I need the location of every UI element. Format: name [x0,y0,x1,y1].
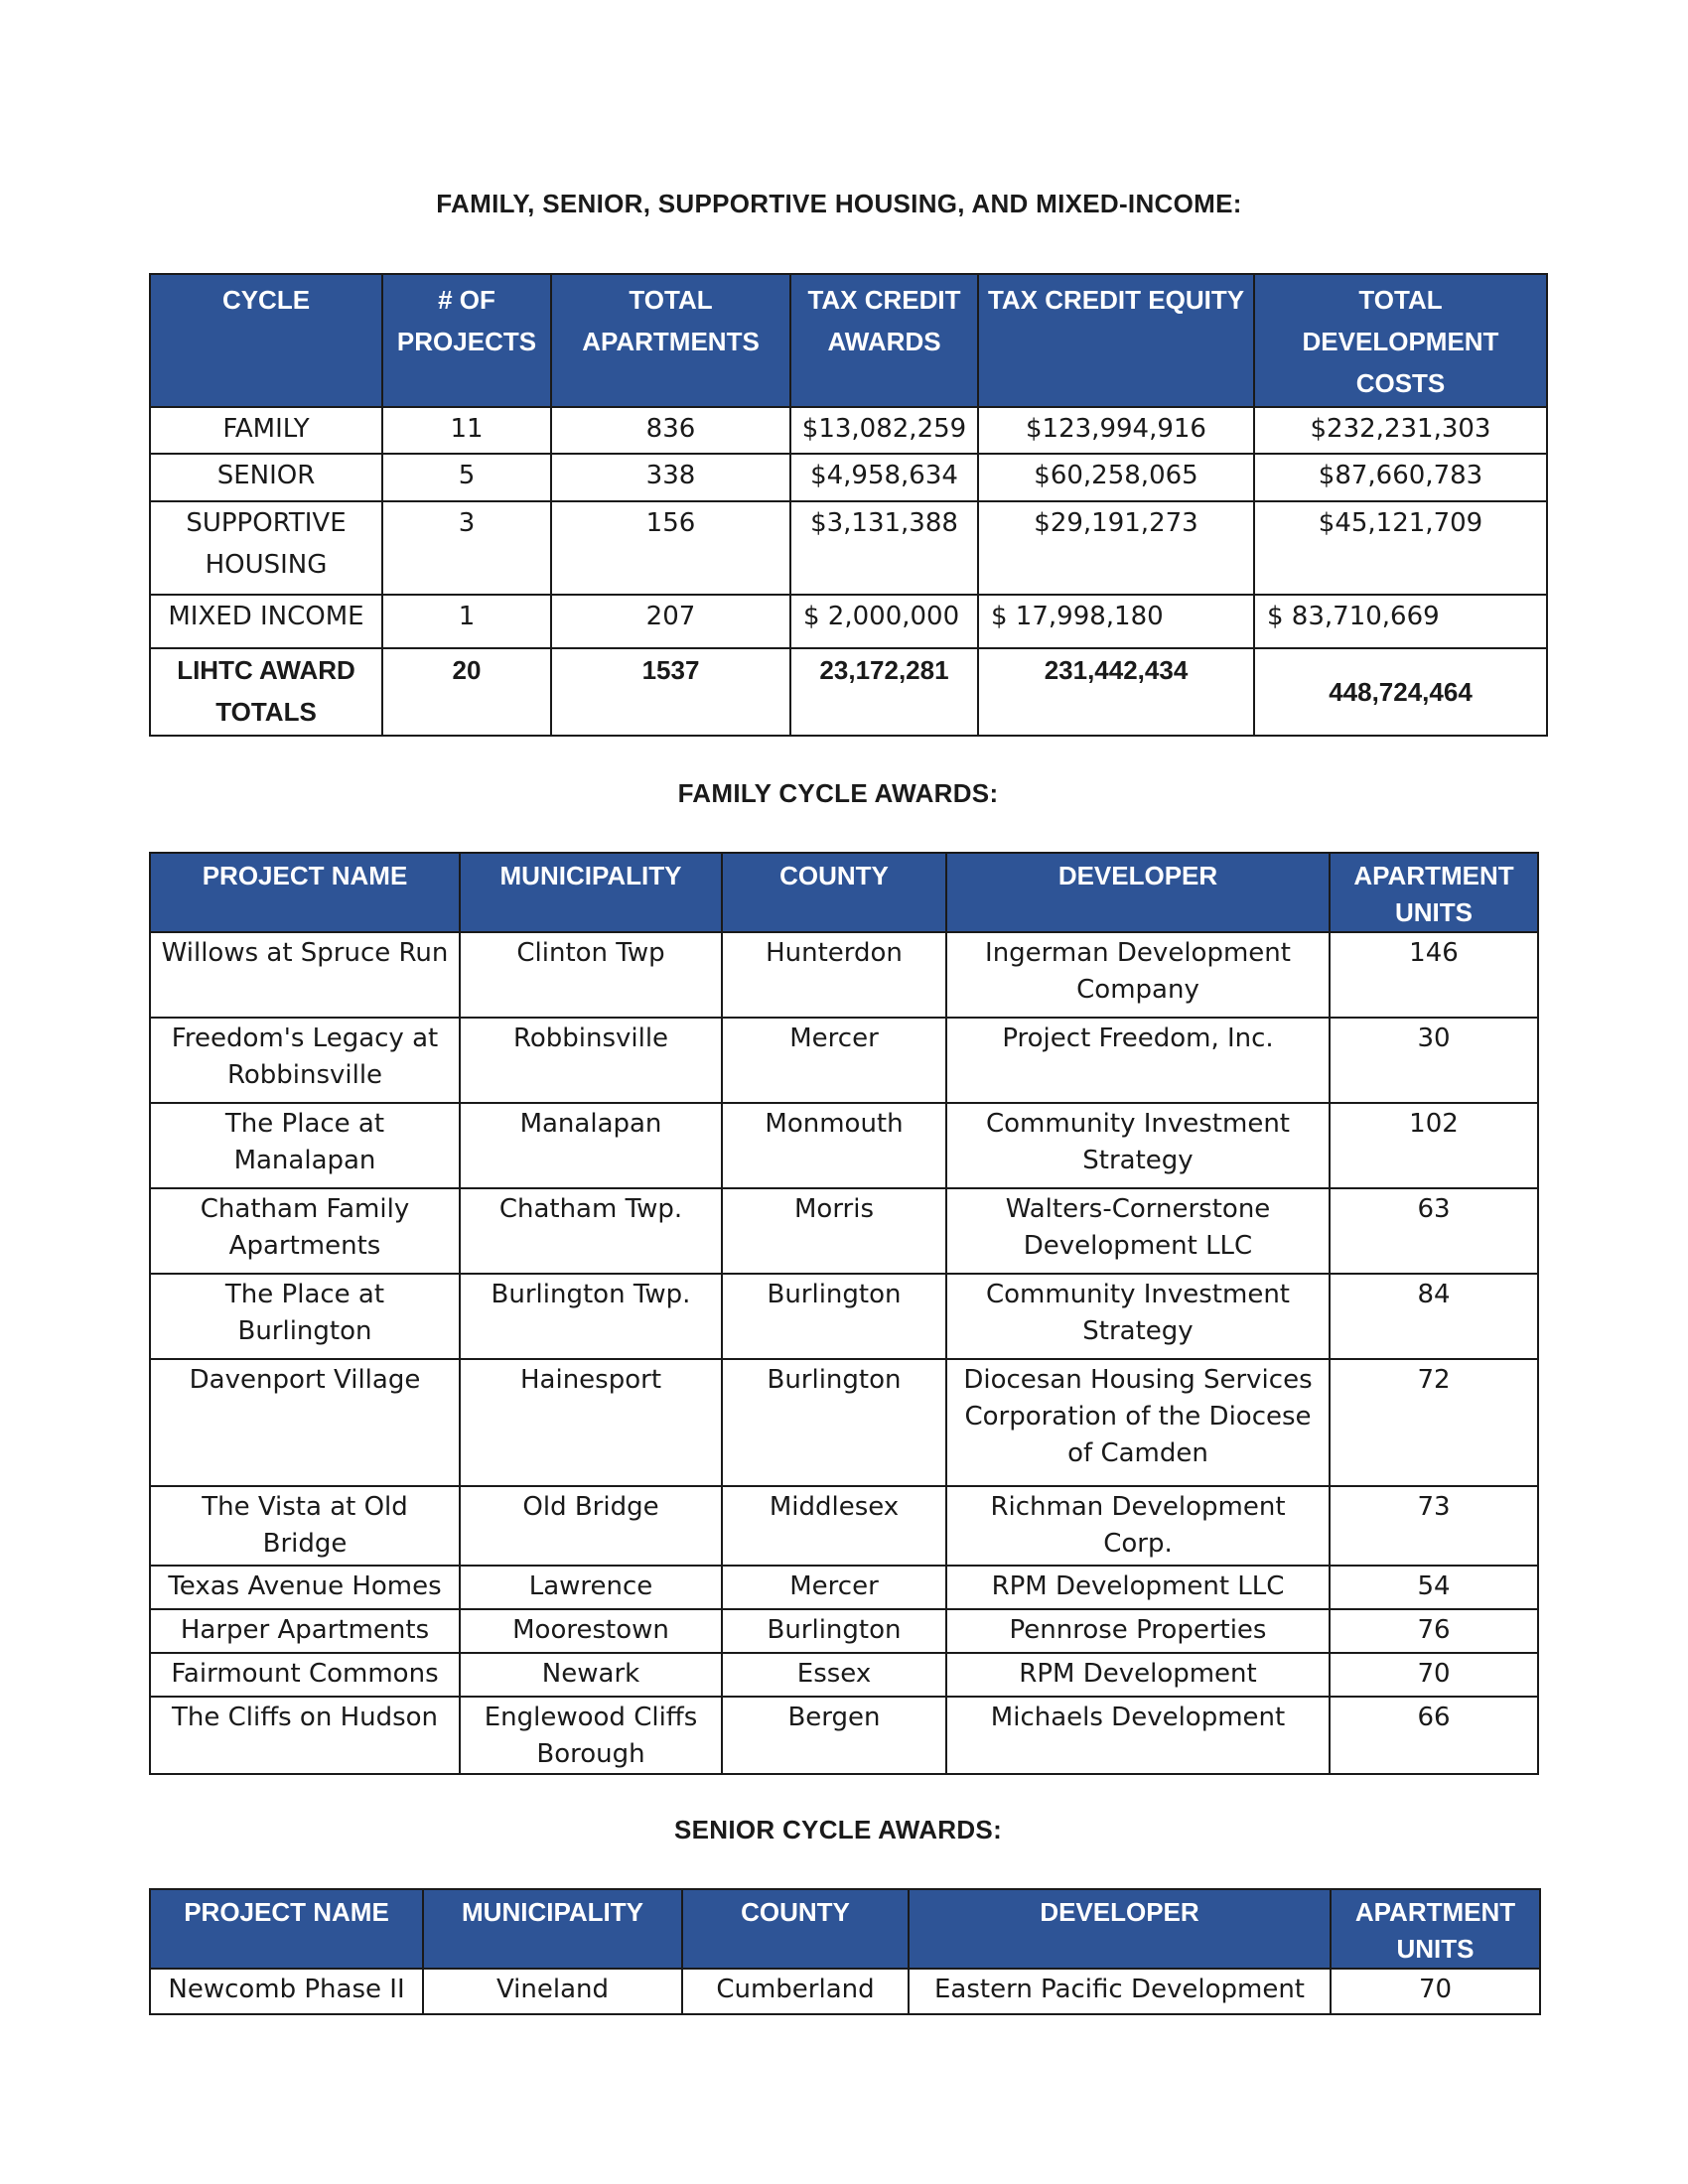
cell-municipality: Old Bridge [460,1486,722,1566]
header-apartment-units: APARTMENT UNITS [1331,1889,1540,1969]
table-row [150,932,1538,1018]
table-row [150,1653,1538,1697]
cell-apartments: 156 [551,501,790,595]
cell-developer: Michaels Development [946,1697,1330,1774]
cell-county: Burlington [722,1359,946,1486]
cell-costs: $87,660,783 [1254,454,1547,501]
cell-county: Mercer [722,1018,946,1103]
cell-awards: $3,131,388 [790,501,978,595]
table-row [150,407,1547,454]
cell-awards: $ 2,000,000 [790,595,978,648]
cell-county: Cumberland [682,1969,909,2014]
cell-awards: $13,082,259 [790,407,978,454]
totals-awards: 23,172,281 [790,648,978,736]
senior-table [149,1888,1541,2015]
table-row [150,1566,1538,1609]
table-row [150,1188,1538,1274]
cell-county: Morris [722,1188,946,1274]
cell-project-name: Fairmount Commons [150,1653,460,1697]
totals-costs: 448,724,464 [1254,648,1547,736]
cell-units: 73 [1330,1486,1538,1566]
cell-county: Burlington [722,1274,946,1359]
header-num-projects: # OF PROJECTS [382,274,551,407]
cell-county: Burlington [722,1609,946,1653]
table-row [150,454,1547,501]
totals-apartments: 1537 [551,648,790,736]
cell-units: 72 [1330,1359,1538,1486]
cell-projects: 1 [382,595,551,648]
header-project-name: PROJECT NAME [150,853,460,932]
cell-cycle: SENIOR [150,454,382,501]
cell-units: 84 [1330,1274,1538,1359]
cell-costs: $232,231,303 [1254,407,1547,454]
cell-developer: Walters-Cornerstone Development LLC [946,1188,1330,1274]
senior-title: SENIOR CYCLE AWARDS: [673,1815,1003,1844]
cell-apartments: 207 [551,595,790,648]
cell-developer: RPM Development LLC [946,1566,1330,1609]
table-row [150,595,1547,648]
table-row [150,501,1547,595]
cell-equity: $60,258,065 [978,454,1254,501]
header-developer: DEVELOPER [909,1889,1331,1969]
cell-municipality: Clinton Twp [460,932,722,1018]
cell-units: 70 [1330,1653,1538,1697]
cell-county: Bergen [722,1697,946,1774]
table-row [150,1609,1538,1653]
cell-developer: Eastern Pacific Development [909,1969,1331,2014]
cell-costs: $ 83,710,669 [1254,595,1547,648]
cell-county: Essex [722,1653,946,1697]
cell-municipality: Vineland [423,1969,682,2014]
cell-project-name: Chatham Family Apartments [150,1188,460,1274]
totals-equity: 231,442,434 [978,648,1254,736]
cell-units: 54 [1330,1566,1538,1609]
table-row [150,1359,1538,1486]
cell-units: 102 [1330,1103,1538,1188]
summary-title: FAMILY, SENIOR, SUPPORTIVE HOUSING, AND MIXED-INCOME: [436,189,1242,218]
cell-municipality: Manalapan [460,1103,722,1188]
header-tax-credit-awards: TAX CREDIT AWARDS [790,274,978,407]
header-apartment-units: APARTMENT UNITS [1330,853,1538,932]
cell-cycle: FAMILY [150,407,382,454]
cell-project-name: The Place at Burlington [150,1274,460,1359]
cell-county: Monmouth [722,1103,946,1188]
cell-developer: Community Investment Strategy [946,1274,1330,1359]
table-row [150,1969,1540,2014]
cell-units: 146 [1330,932,1538,1018]
family-table [149,852,1539,1775]
cell-project-name: The Vista at Old Bridge [150,1486,460,1566]
header-county: COUNTY [722,853,946,932]
cell-project-name: Newcomb Phase II [150,1969,423,2014]
table-row [150,1274,1538,1359]
cell-project-name: Harper Apartments [150,1609,460,1653]
cell-units: 70 [1331,1969,1540,2014]
header-developer: DEVELOPER [946,853,1330,932]
cell-developer: RPM Development [946,1653,1330,1697]
cell-project-name: Davenport Village [150,1359,460,1486]
cell-costs: $45,121,709 [1254,501,1547,595]
cell-projects: 11 [382,407,551,454]
cell-developer: Richman Development Corp. [946,1486,1330,1566]
cell-projects: 5 [382,454,551,501]
cell-municipality: Newark [460,1653,722,1697]
header-municipality: MUNICIPALITY [423,1889,682,1969]
cell-project-name: The Cliffs on Hudson [150,1697,460,1774]
cell-developer: Project Freedom, Inc. [946,1018,1330,1103]
cell-municipality: Robbinsville [460,1018,722,1103]
cell-municipality: Burlington Twp. [460,1274,722,1359]
cell-developer: Ingerman Development Company [946,932,1330,1018]
header-project-name: PROJECT NAME [150,1889,423,1969]
cell-awards: $4,958,634 [790,454,978,501]
cell-municipality: Lawrence [460,1566,722,1609]
cell-equity: $123,994,916 [978,407,1254,454]
family-title: FAMILY CYCLE AWARDS: [677,778,999,808]
cell-project-name: Willows at Spruce Run [150,932,460,1018]
header-county: COUNTY [682,1889,909,1969]
cell-county: Middlesex [722,1486,946,1566]
cell-units: 30 [1330,1018,1538,1103]
cell-apartments: 338 [551,454,790,501]
cell-projects: 3 [382,501,551,595]
cell-developer: Diocesan Housing Services Corporation of the Diocese of Camden [946,1359,1330,1486]
cell-units: 63 [1330,1188,1538,1274]
totals-label: LIHTC AWARD TOTALS [150,648,382,736]
cell-municipality: Moorestown [460,1609,722,1653]
cell-cycle: MIXED INCOME [150,595,382,648]
cell-equity: $29,191,273 [978,501,1254,595]
cell-developer: Pennrose Properties [946,1609,1330,1653]
cell-county: Hunterdon [722,932,946,1018]
header-tax-credit-equity: TAX CREDIT EQUITY [978,274,1254,407]
cell-cycle: SUPPORTIVE HOUSING [150,501,382,595]
header-municipality: MUNICIPALITY [460,853,722,932]
table-row [150,1697,1538,1774]
header-total-apartments: TOTAL APARTMENTS [551,274,790,407]
cell-project-name: Freedom's Legacy at Robbinsville [150,1018,460,1103]
table-row [150,1018,1538,1103]
cell-project-name: Texas Avenue Homes [150,1566,460,1609]
totals-projects: 20 [382,648,551,736]
cell-municipality: Hainesport [460,1359,722,1486]
cell-municipality: Chatham Twp. [460,1188,722,1274]
header-total-development-costs: TOTAL DEVELOPMENT COSTS [1254,274,1547,407]
table-row [150,1103,1538,1188]
cell-developer: Community Investment Strategy [946,1103,1330,1188]
cell-apartments: 836 [551,407,790,454]
table-row [150,1486,1538,1566]
cell-municipality: Englewood Cliffs Borough [460,1697,722,1774]
totals-row [150,648,1547,736]
cell-equity: $ 17,998,180 [978,595,1254,648]
cell-units: 76 [1330,1609,1538,1653]
header-cycle: CYCLE [150,274,382,407]
summary-table [149,273,1548,737]
cell-units: 66 [1330,1697,1538,1774]
cell-county: Mercer [722,1566,946,1609]
cell-project-name: The Place at Manalapan [150,1103,460,1188]
